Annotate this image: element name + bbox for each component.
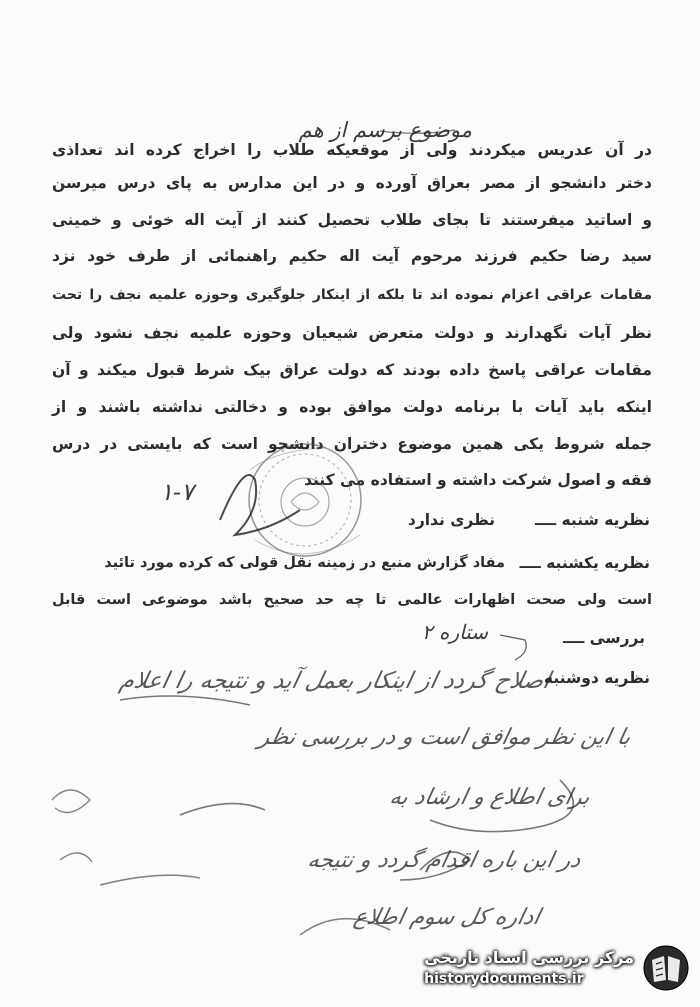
official-seal-stamp: [215, 440, 385, 590]
handwritten-line-4: در این باره اقدام گردد و نتیجه: [304, 848, 583, 873]
view-sunday-signature: ستاره ۲: [421, 620, 488, 644]
view-sunday-line1: مفاد گزارش منبع در زمینه نقل قولی که کرده مورد تائید: [104, 555, 505, 571]
body-line-10: فقه و اصول شرکت داشته و استفاده می کنند: [303, 471, 652, 489]
view-monday-label: نظریه دوشنبه: [543, 669, 650, 687]
body-line-5: مقامات عراقی اعزام نموده اند تا بلکه از اینکار جلوگیری وحوزه علمیه نجف را تحت: [52, 287, 652, 303]
handwritten-line-2: با این نظر موافق است و در بررسی نظر: [255, 725, 633, 750]
logo-title: مرکز بررسی اسناد تاریخی: [424, 948, 634, 967]
body-line-3: و اساتید میفرستند تا بجای طلاب تحصیل کنند از آیت اله خوئی و خمینی: [52, 211, 652, 229]
logo-url[interactable]: historydocuments.ir: [424, 971, 584, 987]
body-line-8: اینکه باید آیات با برنامه دولت موافق بوده و دخالتی نداشته باشند و از: [52, 398, 652, 416]
body-line-4: سید رضا حکیم فرزند مرحوم آیت اله حکیم راهنمائی از طرف خود نزد: [52, 247, 652, 265]
view-sunday-label: نظریه یکشنبه ــــ: [519, 554, 650, 572]
history-documents-logo: [420, 935, 690, 1001]
handwritten-line-1: اصلاح گردد از اینکار بعمل آید و نتیجه را اعلام: [117, 668, 553, 694]
handwritten-header: موضوع برسم از هم: [298, 118, 472, 142]
view-saturday-label: نظریه شنبه ــــ: [534, 511, 650, 529]
handwritten-line-3: برای اطلاع و ارشاد به: [387, 785, 593, 810]
body-line-2: دختر دانشجو از مصر بعراق آورده و در این مدارس به پای درس میرسن: [52, 174, 652, 192]
body-line-9: جمله شروط یکی همین موضوع دختران دانشجو است که بایستی در درس: [52, 435, 652, 453]
view-sunday-line2: است ولی صحت اظهارات عالمی تا چه حد صحیح باشد موضوعی است قابل: [52, 592, 652, 608]
body-line-7: مقامات عراقی پاسخ داده بودند که دولت عراق بیک شرط قبول میکند و آن: [52, 361, 652, 379]
handwritten-line-5: اداره کل سوم اطلاع: [351, 905, 543, 930]
stamp-handwritten-mark: ۱-۷: [160, 478, 194, 506]
view-sunday-line3: بررسی ــــ: [563, 629, 645, 647]
logo-text-block: [424, 947, 634, 989]
body-line-1: در آن عدریس میکردند ولی از موقعیکه طلاب را اخراج کرده اند تعداذی: [52, 141, 652, 159]
logo-emblem-icon: [642, 944, 690, 992]
view-saturday-text: نظری ندارد: [407, 511, 495, 529]
body-line-6: نظر آیات نگهدارند و دولت متعرض شیعیان وحوزه علمیه نجف نشود ولی: [52, 324, 652, 342]
